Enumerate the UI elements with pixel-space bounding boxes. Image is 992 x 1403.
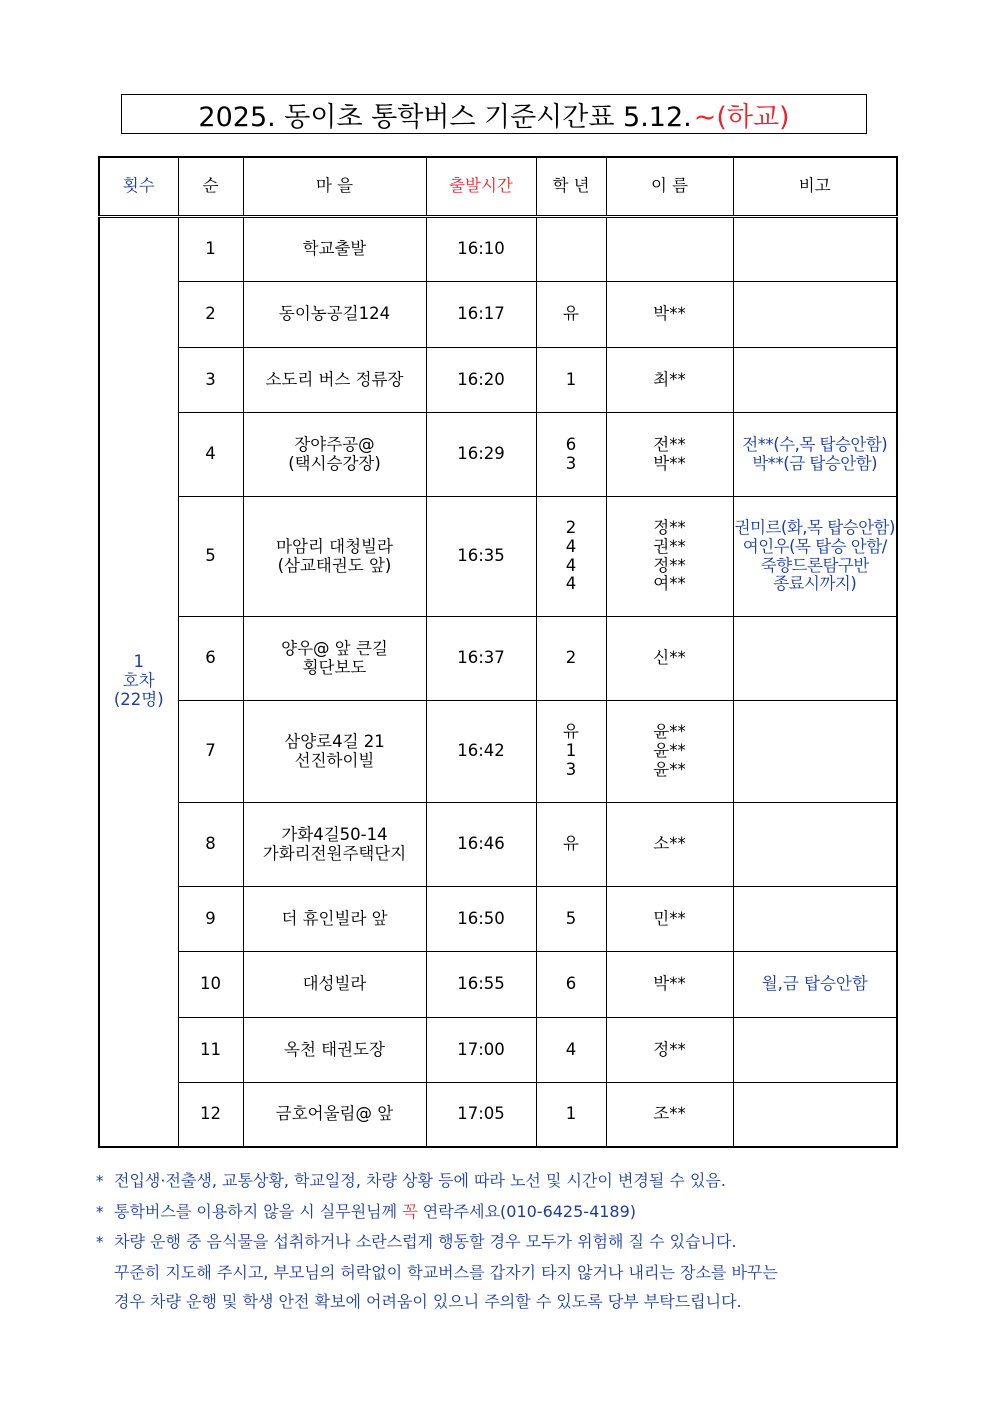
remark bbox=[733, 887, 897, 952]
student-grade: 6 bbox=[536, 952, 606, 1018]
remark bbox=[733, 1083, 897, 1147]
remark bbox=[733, 348, 897, 413]
student-name: 소** bbox=[606, 803, 733, 887]
stop-order: 10 bbox=[178, 952, 243, 1018]
schedule-body bbox=[99, 217, 897, 1147]
stop-village: 학교출발 bbox=[243, 217, 426, 282]
student-name: 조** bbox=[606, 1083, 733, 1147]
table-row bbox=[99, 413, 897, 497]
bullet-icon: * bbox=[96, 1172, 104, 1190]
depart-time: 16:10 bbox=[426, 217, 536, 282]
stop-order: 11 bbox=[178, 1018, 243, 1083]
stop-village: 소도리 버스 정류장 bbox=[243, 348, 426, 413]
page-title bbox=[121, 94, 867, 134]
student-grade: 6 3 bbox=[536, 413, 606, 497]
student-name: 박** bbox=[606, 952, 733, 1018]
student-name: 신** bbox=[606, 617, 733, 701]
student-name: 전** 박** bbox=[606, 413, 733, 497]
stop-order: 8 bbox=[178, 803, 243, 887]
student-name: 정** 권** 정** 여** bbox=[606, 497, 733, 617]
student-name: 민** bbox=[606, 887, 733, 952]
stop-village: 마암리 대청빌라 (삼교태권도 앞) bbox=[243, 497, 426, 617]
depart-time: 16:17 bbox=[426, 282, 536, 348]
stop-order: 12 bbox=[178, 1083, 243, 1147]
table-row bbox=[99, 701, 897, 803]
header-village: 마 을 bbox=[243, 157, 426, 217]
student-grade: 유 bbox=[536, 803, 606, 887]
schedule-table bbox=[98, 156, 898, 1148]
stop-order: 1 bbox=[178, 217, 243, 282]
emphasis-word: 꼭 bbox=[402, 1201, 418, 1221]
table-row bbox=[99, 282, 897, 348]
table-row bbox=[99, 887, 897, 952]
student-grade: 유 bbox=[536, 282, 606, 348]
depart-time: 17:05 bbox=[426, 1083, 536, 1147]
stop-village: 가화4길50-14 가화리전원주택단지 bbox=[243, 803, 426, 887]
table-row bbox=[99, 217, 897, 282]
stop-order: 6 bbox=[178, 617, 243, 701]
remark: 월,금 탑승안함 bbox=[733, 952, 897, 1018]
header-grade: 학 년 bbox=[536, 157, 606, 217]
student-name bbox=[606, 217, 733, 282]
stop-village: 더 휴인빌라 앞 bbox=[243, 887, 426, 952]
student-name: 최** bbox=[606, 348, 733, 413]
footer-note-3-cont-2: 경우 차량 운행 및 학생 안전 확보에 어려움이 있으니 주의할 수 있도록 당부 부탁드립니다. bbox=[114, 1292, 742, 1311]
stop-village: 금호어울림@ 앞 bbox=[243, 1083, 426, 1147]
bus-label: 1 호차 (22명) bbox=[99, 217, 178, 1147]
footer-notes bbox=[96, 1166, 906, 1317]
header-order: 순 bbox=[178, 157, 243, 217]
table-row bbox=[99, 1018, 897, 1083]
header-name: 이 름 bbox=[606, 157, 733, 217]
remark: 전**(수,목 탑승안함) 박**(금 탑승안함) bbox=[733, 413, 897, 497]
footer-note-2: * 통학버스를 이용하지 않을 시 실무원님께 꼭 연락주세요(010-6425-4189) bbox=[96, 1197, 906, 1228]
student-name: 박** bbox=[606, 282, 733, 348]
remark bbox=[733, 803, 897, 887]
student-grade: 1 bbox=[536, 1083, 606, 1147]
table-row bbox=[99, 803, 897, 887]
header-note: 비고 bbox=[733, 157, 897, 217]
stop-village: 동이농공길124 bbox=[243, 282, 426, 348]
stop-village: 대성빌라 bbox=[243, 952, 426, 1018]
student-grade: 2 bbox=[536, 617, 606, 701]
stop-order: 5 bbox=[178, 497, 243, 617]
student-grade: 유 1 3 bbox=[536, 701, 606, 803]
stop-order: 7 bbox=[178, 701, 243, 803]
depart-time: 16:46 bbox=[426, 803, 536, 887]
remark bbox=[733, 282, 897, 348]
stop-village: 옥천 태권도장 bbox=[243, 1018, 426, 1083]
header-row bbox=[99, 157, 897, 217]
student-grade bbox=[536, 217, 606, 282]
table-row bbox=[99, 348, 897, 413]
header-depart-time: 출발시간 bbox=[426, 157, 536, 217]
table-row bbox=[99, 617, 897, 701]
footer-note-3: * 차량 운행 중 음식물을 섭취하거나 소란스럽게 행동할 경우 모두가 위험해 질 수 있습니다. bbox=[96, 1227, 906, 1258]
bullet-icon: * bbox=[96, 1202, 104, 1221]
student-name: 정** bbox=[606, 1018, 733, 1083]
stop-village: 양우@ 앞 큰길 횡단보도 bbox=[243, 617, 426, 701]
remark bbox=[733, 617, 897, 701]
depart-time: 17:00 bbox=[426, 1018, 536, 1083]
depart-time: 16:50 bbox=[426, 887, 536, 952]
table-row bbox=[99, 952, 897, 1018]
title-accent: ~(하교) bbox=[693, 101, 790, 133]
stop-order: 4 bbox=[178, 413, 243, 497]
remark bbox=[733, 1018, 897, 1083]
depart-time: 16:37 bbox=[426, 617, 536, 701]
depart-time: 16:42 bbox=[426, 701, 536, 803]
table-row bbox=[99, 497, 897, 617]
bullet-icon: * bbox=[96, 1233, 104, 1251]
footer-note-3-cont-1: 꾸준히 지도해 주시고, 부모님의 허락없이 학교버스를 갑자기 타지 않거나 내리는 장소를 바꾸는 bbox=[114, 1262, 778, 1282]
depart-time: 16:29 bbox=[426, 413, 536, 497]
remark bbox=[733, 217, 897, 282]
student-grade: 4 bbox=[536, 1018, 606, 1083]
remark bbox=[733, 701, 897, 803]
table-row bbox=[99, 1083, 897, 1147]
remark: 권미르(화,목 탑승안함) 여인우(목 탑승 안함/ 죽향드론탐구반 종료시까지) bbox=[733, 497, 897, 617]
student-name: 윤** 윤** 윤** bbox=[606, 701, 733, 803]
stop-order: 3 bbox=[178, 348, 243, 413]
student-grade: 5 bbox=[536, 887, 606, 952]
student-grade: 1 bbox=[536, 348, 606, 413]
title-main: 2025. 동이초 통학버스 기준시간표 5.12. bbox=[198, 101, 692, 133]
stop-order: 9 bbox=[178, 887, 243, 952]
depart-time: 16:20 bbox=[426, 348, 536, 413]
stop-order: 2 bbox=[178, 282, 243, 348]
header-round: 횟수 bbox=[99, 157, 178, 217]
depart-time: 16:55 bbox=[426, 952, 536, 1018]
depart-time: 16:35 bbox=[426, 497, 536, 617]
student-grade: 2 4 4 4 bbox=[536, 497, 606, 617]
stop-village: 삼양로4길 21 선진하이빌 bbox=[243, 701, 426, 803]
stop-village: 장야주공@ (택시승강장) bbox=[243, 413, 426, 497]
footer-note-1: * 전입생·전출생, 교통상황, 학교일정, 차량 상황 등에 따라 노선 및 시간이 변경될 수 있음. bbox=[96, 1166, 906, 1197]
